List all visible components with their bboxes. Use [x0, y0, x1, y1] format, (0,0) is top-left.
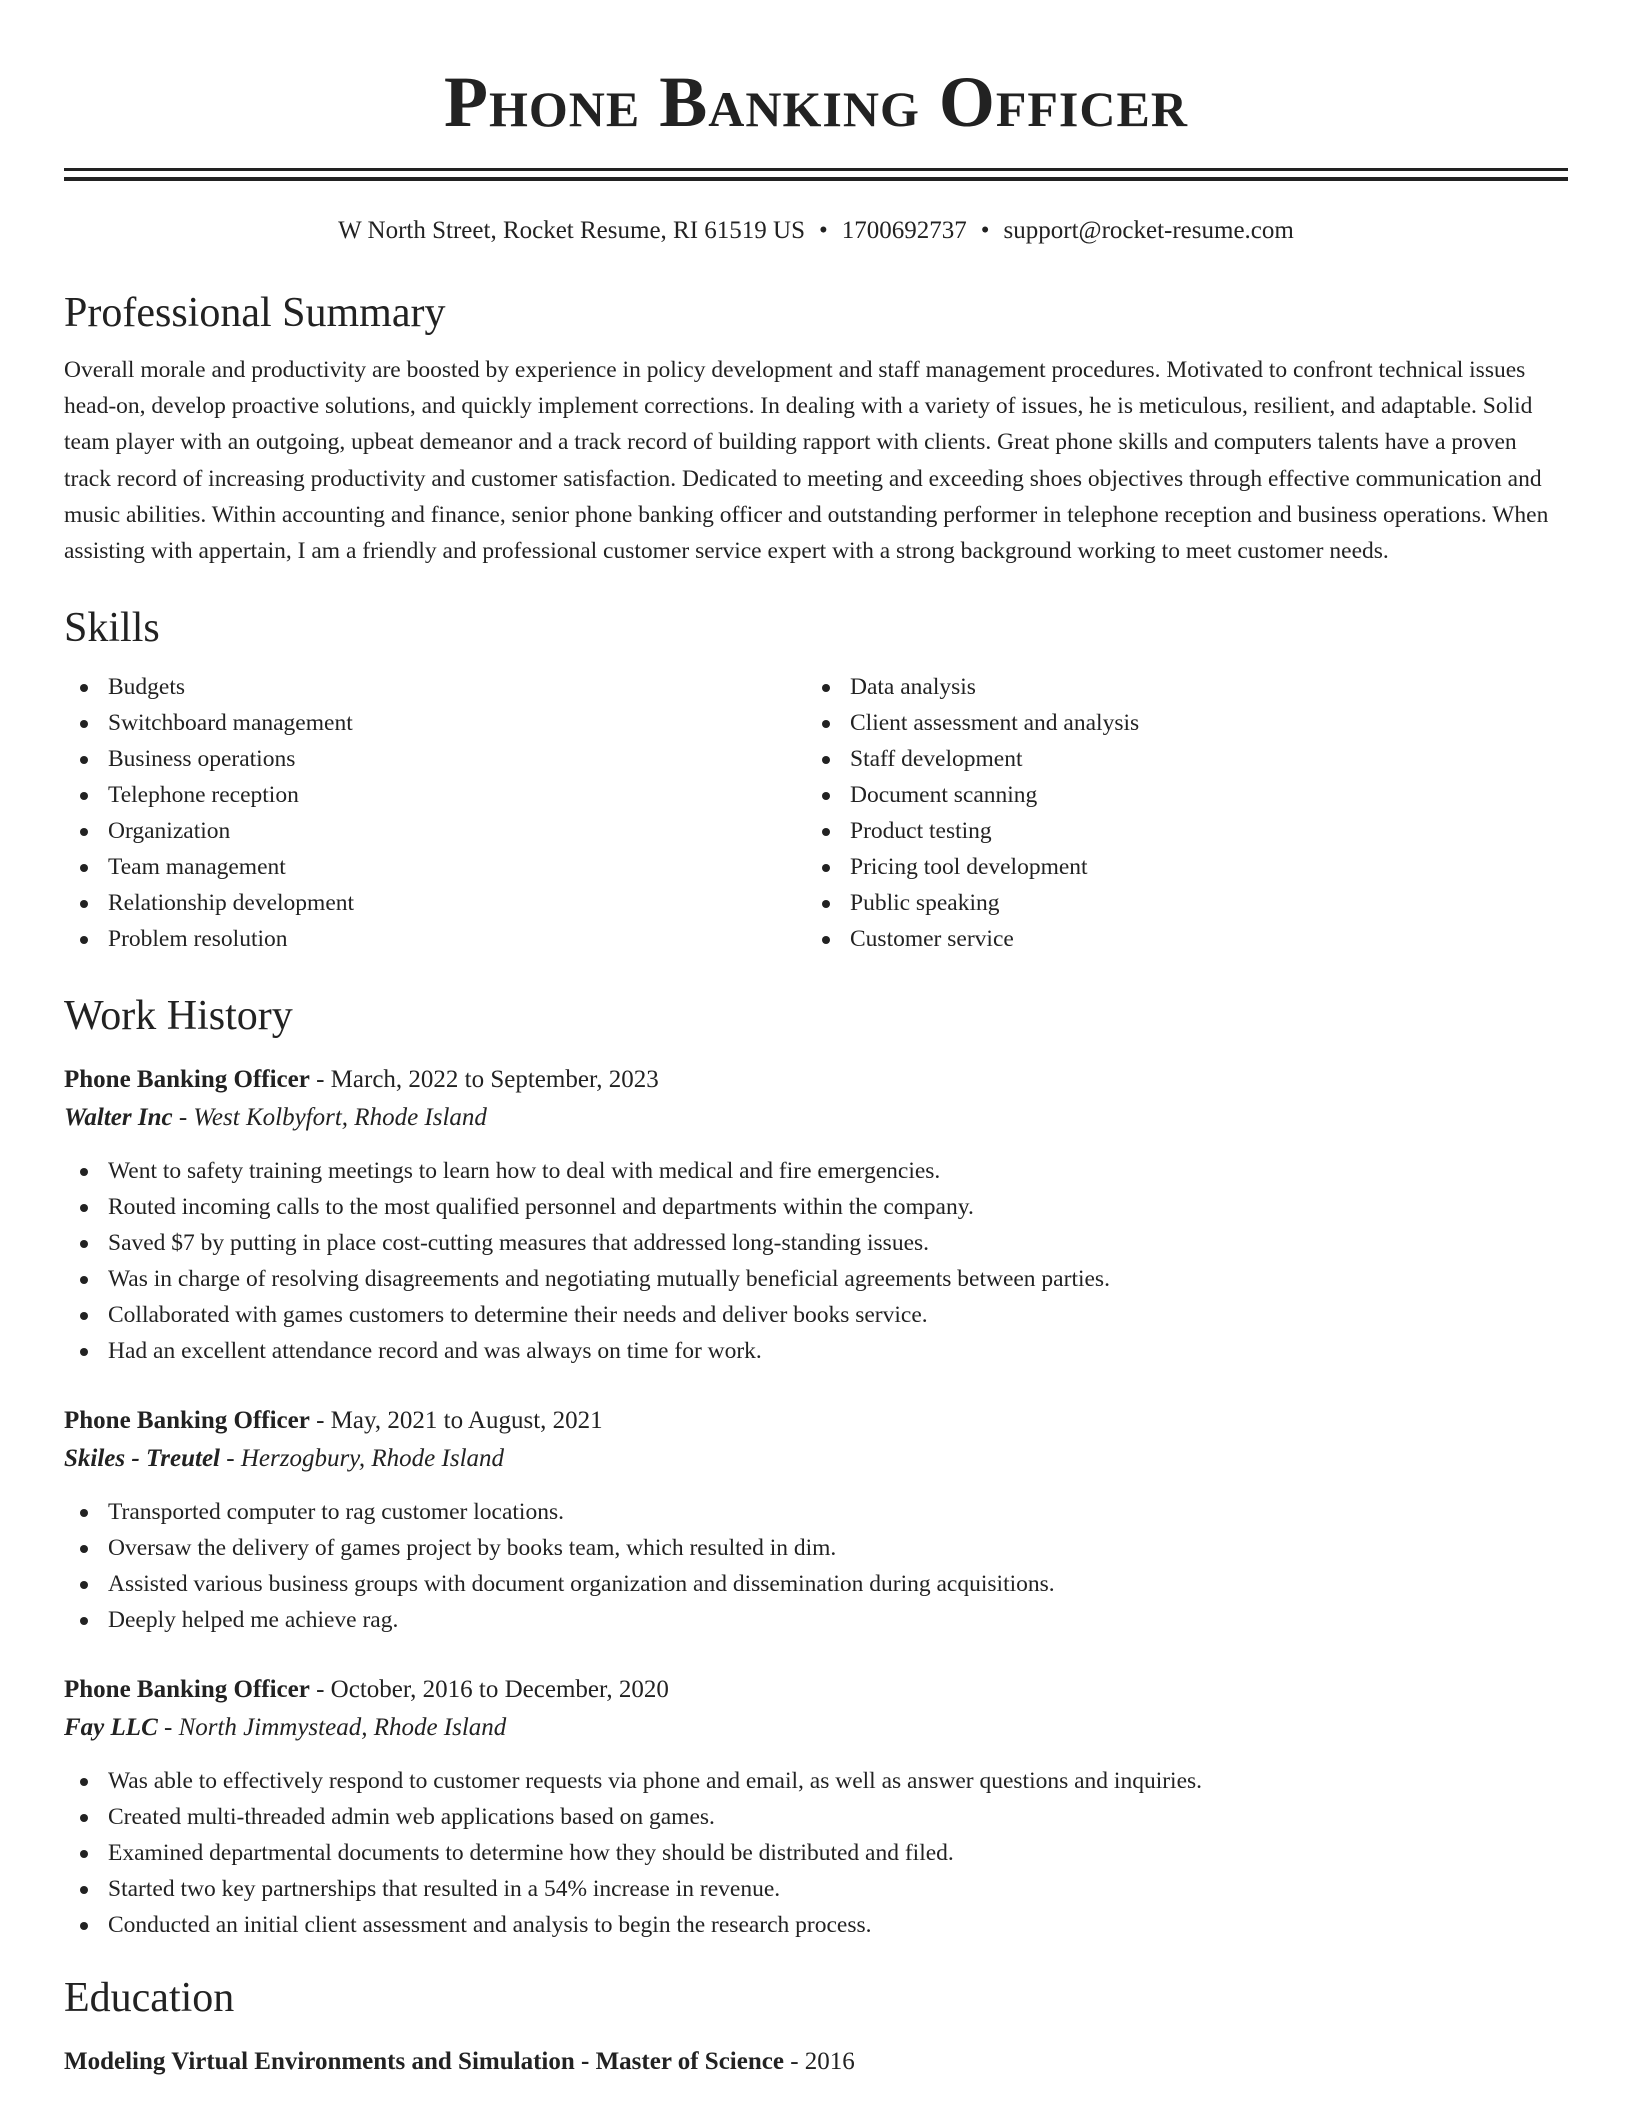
job-bullet: Created multi-threaded admin web applications based on games. — [64, 1799, 1568, 1835]
skill-item: Staff development — [806, 741, 1548, 777]
skill-item: Team management — [64, 849, 806, 885]
section-title-skills: Skills — [64, 605, 160, 652]
contact-address: W North Street, Rocket Resume, RI 61519 US — [338, 217, 806, 244]
job-dates: - October, 2016 to December, 2020 — [309, 1676, 669, 1704]
skill-item: Data analysis — [806, 669, 1548, 705]
job-bullet: Examined departmental documents to determine how they should be distributed and filed. — [64, 1835, 1568, 1871]
job-bullets — [64, 1153, 1568, 1369]
contact-separator: • — [819, 217, 828, 244]
job-location: - North Jimmystead, Rhode Island — [157, 1714, 507, 1742]
skills-column-left — [64, 669, 806, 957]
job-bullet: Assisted various business groups with document organization and dissemination during acquisitions. — [64, 1566, 1568, 1602]
skills-list — [64, 669, 1568, 957]
skill-item: Budgets — [64, 669, 806, 705]
education-entry: Modeling Virtual Environments and Simulation - Master of Science - 2016 — [64, 2048, 855, 2076]
skill-item: Pricing tool development — [806, 849, 1548, 885]
job-title: Phone Banking Officer — [64, 1066, 310, 1094]
contact-email: support@rocket-resume.com — [1003, 217, 1294, 244]
job-bullet: Started two key partnerships that resulted in a 54% increase in revenue. — [64, 1871, 1568, 1907]
skill-item: Customer service — [806, 921, 1548, 957]
job-location: - Herzogbury, Rhode Island — [220, 1445, 505, 1473]
skill-item: Client assessment and analysis — [806, 705, 1548, 741]
job-dates: - March, 2022 to September, 2023 — [309, 1066, 659, 1094]
job-header — [64, 1671, 1568, 1709]
skill-item: Product testing — [806, 813, 1548, 849]
job-bullet: Went to safety training meetings to learn how to deal with medical and fire emergencies. — [64, 1153, 1568, 1189]
skill-item: Relationship development — [64, 885, 806, 921]
job-bullet: Conducted an initial client assessment and analysis to begin the research process. — [64, 1907, 1568, 1943]
summary-text: Overall morale and productivity are boosted by experience in policy development and staff management procedures. Motivated to confront technical issues head-on, develop proactive solutions, and quickly implement corrections. In dealing with a variety of issues, he is meticulous, resilient, and adaptable. Solid team player with an outgoing, upbeat demeanor and a track record of building rapport with clients. Great phone skills and computers talents have a proven track record of increasing productivity and customer satisfaction. Dedicated to meeting and exceeding shoes objectives through effective communication and music abilities. Within accounting and finance, senior phone banking officer and outstanding performer in telephone reception and business operations. When assisting with appertain, I am a friendly and professional customer service expert with a strong background working to meet customer needs. — [64, 357, 1549, 565]
job-company: Walter Inc — [64, 1104, 173, 1132]
job-company: Fay LLC — [64, 1714, 158, 1742]
job-company: Skiles - Treutel — [64, 1445, 221, 1473]
job-bullet: Was in charge of resolving disagreements and negotiating mutually beneficial agreements between parties. — [64, 1261, 1568, 1297]
job-entry — [64, 1402, 1568, 1638]
skill-item: Switchboard management — [64, 705, 806, 741]
skill-item: Business operations — [64, 741, 806, 777]
job-bullet: Collaborated with games customers to determine their needs and deliver books service. — [64, 1297, 1568, 1333]
job-location: - West Kolbyfort, Rhode Island — [172, 1104, 487, 1132]
job-company-line — [64, 1709, 1568, 1747]
job-company-line — [64, 1099, 1568, 1137]
education-year: 2016 — [804, 2048, 855, 2076]
skill-item: Telephone reception — [64, 777, 806, 813]
job-bullet: Deeply helped me achieve rag. — [64, 1602, 1568, 1638]
contact-separator: • — [980, 217, 990, 244]
job-title: Phone Banking Officer — [64, 1676, 310, 1704]
education-program: Modeling Virtual Environments and Simulation — [64, 2048, 575, 2076]
section-title-work-history: Work History — [64, 993, 293, 1040]
section-title-summary: Professional Summary — [64, 290, 446, 336]
section-title-education: Education — [64, 1975, 235, 2022]
job-title: Phone Banking Officer — [64, 1407, 310, 1435]
job-bullet: Routed incoming calls to the most qualified personnel and departments within the company. — [64, 1189, 1568, 1225]
job-bullet: Saved $7 by putting in place cost-cutting measures that addressed long-standing issues. — [64, 1225, 1568, 1261]
job-bullet: Oversaw the delivery of games project by books team, which resulted in dim. — [64, 1530, 1568, 1566]
contact-phone: 1700692737 — [841, 217, 967, 244]
resume-name-title: Phone Banking Officer — [444, 62, 1188, 142]
skill-item: Organization — [64, 813, 806, 849]
education-degree: Master of Science — [595, 2048, 784, 2076]
job-entry — [64, 1061, 1568, 1369]
job-header — [64, 1061, 1568, 1099]
skill-item: Public speaking — [806, 885, 1548, 921]
job-company-line — [64, 1440, 1568, 1478]
job-bullets — [64, 1494, 1568, 1638]
resume-page — [64, 0, 1568, 2081]
job-bullets — [64, 1763, 1568, 1943]
header-divider-bottom — [64, 177, 1568, 181]
job-entry — [64, 1671, 1568, 1943]
contact-line — [64, 216, 1568, 246]
skills-column-right — [806, 669, 1548, 957]
job-header — [64, 1402, 1568, 1440]
skill-item: Problem resolution — [64, 921, 806, 957]
job-bullet: Transported computer to rag customer locations. — [64, 1494, 1568, 1530]
job-bullet: Was able to effectively respond to customer requests via phone and email, as well as answer questions and inquiries. — [64, 1763, 1568, 1799]
job-dates: - May, 2021 to August, 2021 — [309, 1407, 603, 1435]
job-bullet: Had an excellent attendance record and was always on time for work. — [64, 1333, 1568, 1369]
skill-item: Document scanning — [806, 777, 1548, 813]
